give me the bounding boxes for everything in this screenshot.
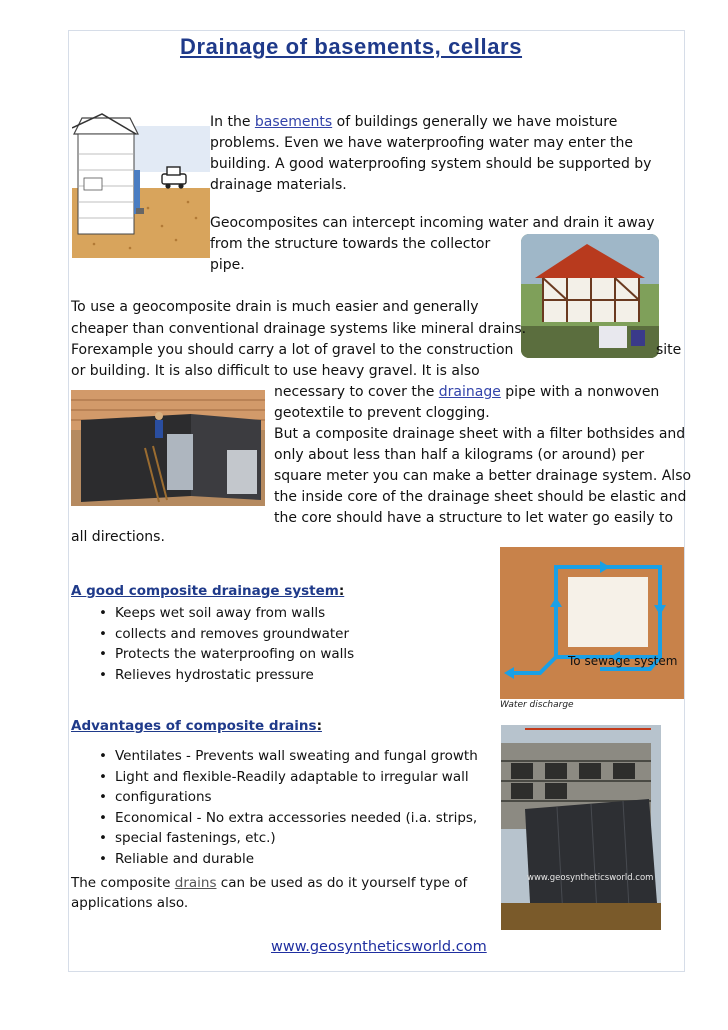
advantages-list	[97, 746, 478, 869]
closing-line: The composite drains can be used as do it yourself type of	[71, 875, 468, 891]
list-item: • Light and flexible-Readily adaptable to irregular wall	[97, 767, 478, 788]
list-item: • Protects the waterproofing on walls	[97, 644, 354, 665]
list-item: • Economical - No extra accessories needed (i.a. strips,	[97, 808, 478, 829]
list-item: • Relieves hydrostatic pressure	[97, 665, 354, 686]
body-line: cheaper than conventional drainage systems like mineral drains.	[71, 321, 527, 337]
footer-link[interactable]: www.geosyntheticsworld.com	[271, 939, 487, 955]
body-line: necessary to cover the drainage pipe with a nonwoven	[274, 384, 660, 400]
advantages-heading: Advantages of composite drains:	[71, 718, 322, 734]
intro-line: from the structure towards the collector	[210, 236, 491, 252]
good-system-list	[97, 603, 354, 685]
body-line: To use a geocomposite drain is much easier and generally	[71, 299, 479, 315]
intro-line: In the basements of buildings generally we have moisture	[210, 114, 618, 130]
body-line: square meter you can make a better drainage system. Also	[274, 468, 692, 484]
photo-watermark: www.geosyntheticsworld.com	[527, 873, 654, 883]
basements-link[interactable]: basements	[254, 114, 333, 130]
body-line: or building. It is also difficult to use heavy gravel. It is also	[71, 363, 480, 379]
intro-line: Geocomposites can intercept incoming water and drain it away	[210, 215, 655, 231]
body-line-end: site	[656, 342, 682, 358]
intro-line: problems. Even we have waterproofing water may enter the	[210, 135, 633, 151]
drainage-flow-diagram	[500, 547, 684, 713]
sewage-label: To sewage system	[568, 654, 678, 668]
list-item: • Keeps wet soil away from walls	[97, 603, 354, 624]
drains-link[interactable]: drains	[174, 875, 217, 891]
list-item-continued: • configurations	[97, 787, 478, 808]
body-line: only about less than half a kilograms (or around) per	[274, 447, 645, 463]
intro-line: building. A good waterproofing system should be supported by	[210, 156, 652, 172]
list-item: • collects and removes groundwater	[97, 624, 354, 645]
page-title: Drainage of basements, cellars	[180, 34, 523, 59]
drainage-link[interactable]: drainage	[438, 384, 501, 400]
list-item: • Ventilates - Prevents wall sweating and fungal growth	[97, 746, 478, 767]
building-drain-photo	[501, 725, 661, 930]
body-line: geotextile to prevent clogging.	[274, 405, 490, 421]
diagram-caption: Water discharge	[500, 700, 574, 710]
good-system-heading: A good composite drainage system:	[71, 583, 345, 599]
construction-photo	[71, 390, 265, 506]
body-line: But a composite drainage sheet with a filter bothsides and	[274, 426, 686, 442]
body-line: the core should have a structure to let water go easily to	[274, 510, 674, 526]
list-item-continued: • special fastenings, etc.)	[97, 828, 478, 849]
intro-line: drainage materials.	[210, 177, 347, 193]
intro-line: pipe.	[210, 257, 245, 273]
body-line: the inside core of the drainage sheet should be elastic and	[274, 489, 687, 505]
list-item: • Reliable and durable	[97, 849, 478, 870]
basement-section-illustration	[72, 112, 210, 258]
house-photo	[521, 234, 659, 358]
closing-line: applications also.	[71, 895, 189, 911]
body-line: all directions.	[71, 529, 165, 545]
body-line: Forexample you should carry a lot of gravel to the construction	[71, 342, 514, 358]
